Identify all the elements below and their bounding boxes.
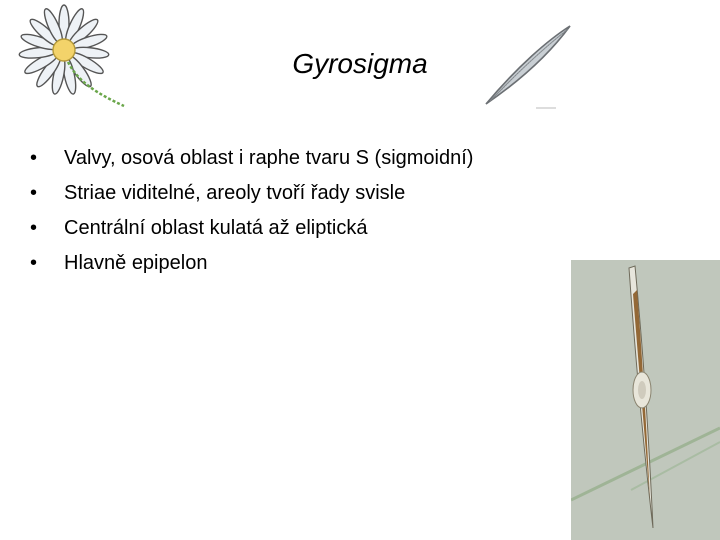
bullet-list <box>30 143 473 283</box>
gyrosigma-valve-sketch-icon <box>478 18 578 110</box>
bullet-dot: • <box>30 252 38 274</box>
bullet-dot: • <box>30 147 38 169</box>
bullet-text: Striae viditelné, areoly tvoří řady svisle <box>64 182 406 204</box>
daisy-flower-logo-icon <box>8 2 128 114</box>
bullet-item <box>30 248 473 283</box>
bullet-text: Hlavně epipelon <box>64 252 208 274</box>
bullet-item <box>30 213 473 248</box>
bullet-item <box>30 143 473 178</box>
bullet-text: Centrální oblast kulatá až eliptická <box>64 217 368 239</box>
bullet-dot: • <box>30 182 38 204</box>
bullet-item <box>30 178 473 213</box>
bullet-dot: • <box>30 217 38 239</box>
gyrosigma-micrograph-icon <box>571 260 720 540</box>
slide-title: Gyrosigma <box>292 48 428 79</box>
bullet-text: Valvy, osová oblast i raphe tvaru S (sigmoidní) <box>64 147 474 169</box>
